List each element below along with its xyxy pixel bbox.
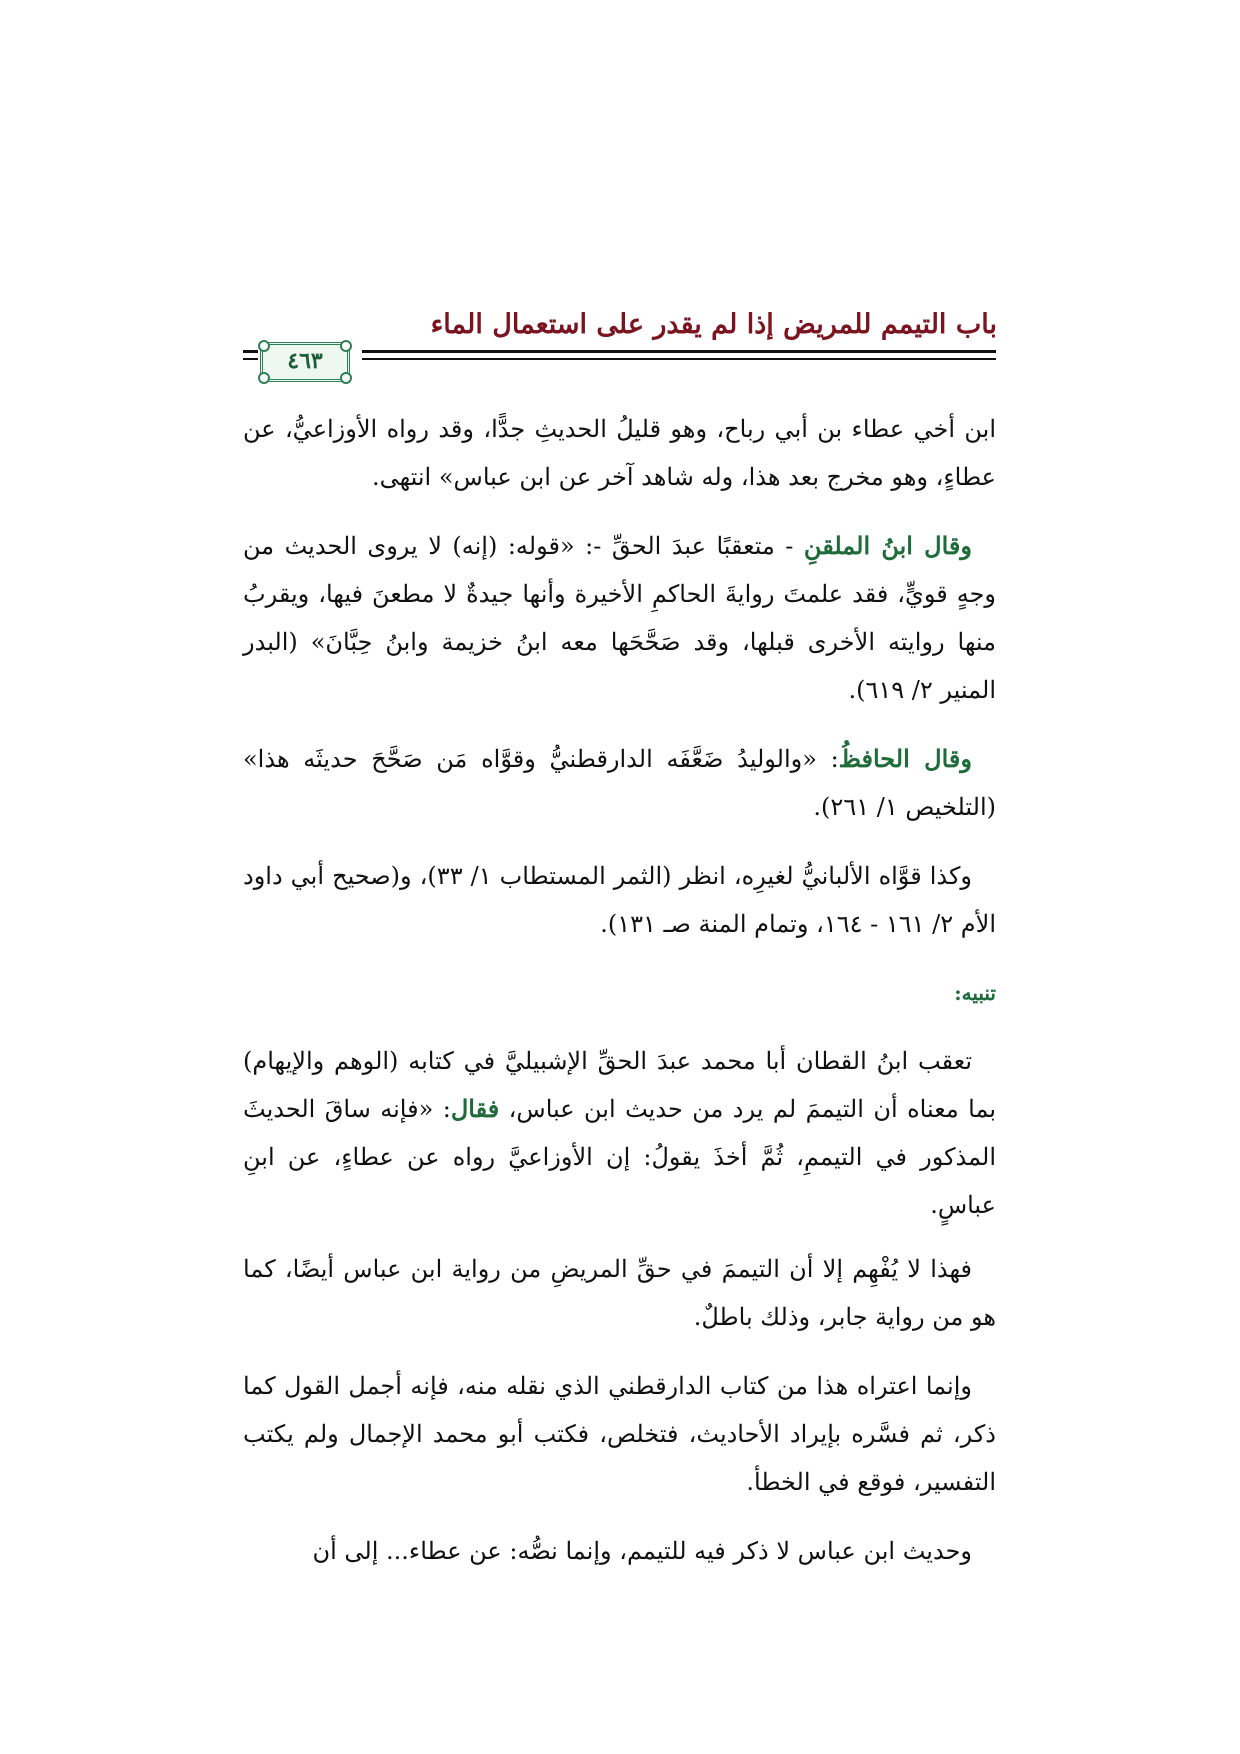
paragraph-al-hafiz	[243, 735, 996, 831]
paragraph-1	[243, 405, 996, 501]
speaker-label: وقال الحافظُ	[838, 744, 972, 773]
paragraph-text: ابن أخي عطاء بن أبي رباح، وهو قليلُ الحديثِ جدًّا، وقد رواه الأوزاعيُّ، عن عطاءٍ، وهو مخرج بعد هذا، وله شاهد آخر عن ابن عباس» انتهى.	[243, 415, 996, 491]
header-rule-left-bottom	[243, 358, 258, 360]
paragraph-text: وكذا قوَّاه الألبانيُّ لغيرِه، انظر (الثمر المستطاب ١/ ٣٣)، و(صحيح أبي داود الأم ٢/ ١٦١ - ١٦٤، وتمام المنة صـ ١٣١).	[243, 862, 996, 938]
speaker-label: وقال ابنُ الملقنِ	[803, 531, 972, 560]
paragraph-text: - متعقبًا عبدَ الحقِّ -: «قوله: (إنه) لا يروى الحديث من وجهٍ قويٍّ، فقد علمتَ روايةَ الحاكمِ الأخيرة وأنها جيدةٌ لا مطعنَ فيها، ويقربُ منها روايته الأخرى قبلها، وقد صَحَّحَها معه ابنُ خزيمة وابنُ حِبَّانَ» (البدر المنير ٢/ ٦١٩).	[243, 532, 996, 704]
paragraph-6	[243, 1245, 996, 1341]
page-number: ٤٦٣	[287, 348, 323, 374]
page-number-badge	[260, 342, 350, 382]
paragraph-text: : «والوليدُ ضَعَّفَه الدارقطنيُّ وقوَّاه مَن صَحَّحَ حديثَه هذا» (التلخيص ١/ ٢٦١).	[243, 745, 996, 821]
paragraph-text: وحديث ابن عباس لا ذكر فيه للتيمم، وإنما نصُّه: عن عطاء... إلى أن	[312, 1537, 972, 1565]
paragraph-text: وإنما اعتراه هذا من كتاب الدارقطني الذي نقله منه، فإنه أجمل القول كما ذكر، ثم فسَّره بإيراد الأحاديث، فتخلص، فكتب أبو محمد الإجمال ولم يكتب التفسير، فوقع في الخطأ.	[243, 1372, 996, 1496]
page-body	[243, 405, 996, 1596]
paragraph-ibn-al-qattan	[243, 1037, 996, 1229]
chapter-title: باب التيمم للمريض إذا لم يقدر على استعمال الماء	[430, 309, 997, 340]
notice-heading: تنبيه:	[954, 981, 996, 1005]
paragraph-7	[243, 1362, 996, 1506]
header-rule-right-bottom	[362, 358, 996, 360]
paragraph-text: : «فإنه ساقَ الحديثَ المذكور في التيممِ، ثُمَّ أخذَ يقولُ: إن الأوزاعيَّ رواه عن عطاءٍ، عن ابنِ عباسٍ.	[243, 1095, 996, 1219]
paragraph-albani	[243, 852, 996, 948]
paragraph-ibn-al-mulaqqin	[243, 522, 996, 714]
paragraph-text: تعقب ابنُ القطان أبا محمد عبدَ الحقِّ الإشبيليَّ في كتابه (الوهم والإيهام) بما معناه أن التيممَ لم يرد من حديث ابن عباس،	[243, 1047, 996, 1123]
header-rule-right-top	[362, 350, 996, 353]
header-rule-left-top	[243, 350, 258, 353]
paragraph-8	[243, 1527, 996, 1575]
speaker-label: فقال	[450, 1094, 500, 1123]
paragraph-text: فهذا لا يُفْهِم إلا أن التيممَ في حقِّ المريضِ من رواية ابن عباس أيضًا، كما هو من رواية جابر، وذلك باطلٌ.	[243, 1255, 996, 1331]
